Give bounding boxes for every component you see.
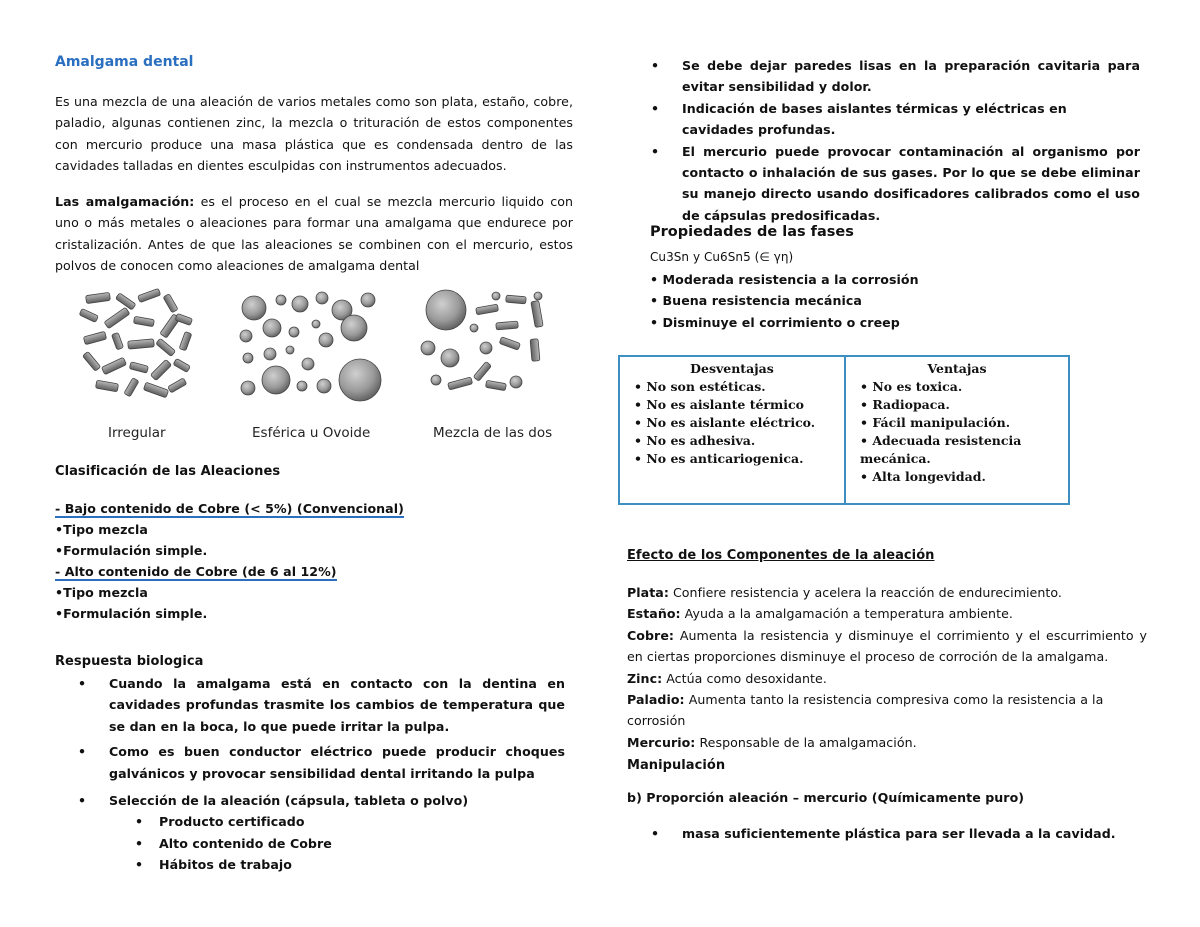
- propiedad-2: • Buena resistencia mecánica: [650, 293, 862, 308]
- irregular-particles: [79, 288, 192, 397]
- desventaja-item: • No es aislante térmico: [634, 397, 804, 412]
- desventajas-title: Desventajas: [690, 361, 774, 376]
- respuesta-item-text: Como es buen conductor eléctrico puede producir choques galvánicos y provocar sensibilidad dental irritando la pulpa: [109, 744, 565, 781]
- top-bullet-list: [628, 55, 1140, 226]
- bajo-label: Bajo contenido de Cobre (< 5%) (Convencional): [64, 501, 404, 516]
- alto-label: Alto contenido de Cobre (de 6 al 12%): [64, 564, 337, 579]
- ventajas-desventajas-table: [618, 355, 1070, 505]
- sub-item: • Alto contenido de Cobre: [135, 833, 565, 854]
- ventaja-item: • Fácil manipulación.: [860, 415, 1011, 430]
- mixed-particles: [421, 290, 543, 391]
- caption-mezcla: Mezcla de las dos: [433, 425, 553, 441]
- bajo-item-1: •Tipo mezcla: [55, 522, 148, 537]
- particle-illustrations: [76, 288, 556, 406]
- alto-item-2: •Formulación simple.: [55, 606, 208, 621]
- alto-prefix: -: [55, 564, 65, 579]
- top-item: • Se debe dejar paredes lisas en la preparación cavitaria para evitar sensibilidad y dolor.: [628, 55, 1140, 98]
- desventaja-item: • No es aislante eléctrico.: [634, 415, 816, 430]
- efectos-list: [627, 582, 1147, 753]
- efecto-row: [627, 732, 1147, 753]
- efecto-label: Estaño:: [627, 606, 681, 622]
- efecto-label: Paladio:: [627, 692, 685, 708]
- page-title: Amalgama dental: [55, 54, 194, 70]
- efecto-text: Aumenta tanto la resistencia compresiva como la resistencia a la corrosión: [627, 692, 1104, 729]
- sub-item-text: Alto contenido de Cobre: [159, 835, 332, 851]
- bajo-cobre-heading: [55, 498, 404, 519]
- fases-formula: Cu3Sn y Cu6Sn5 (∈ γη): [650, 250, 794, 264]
- amalgamacion-text: es el proceso en el cual se mezcla mercurio liquido con uno o más metales o aleaciones para formar una amalgama que endurece por cristalización. Antes de que las aleaciones se combinen con el mercurio, estos polvos de conocen como aleaciones de amalgama dental: [55, 194, 574, 274]
- propiedad-3: • Disminuye el corrimiento o creep: [650, 315, 900, 330]
- alto-cobre-heading: [55, 561, 337, 582]
- sub-item-text: Hábitos de trabajo: [159, 857, 292, 873]
- spherical-particles: [240, 292, 381, 401]
- amalgamacion-label: Las amalgamación:: [55, 194, 195, 209]
- caption-irregular: Irregular: [108, 425, 166, 441]
- proporcion-line: b) Proporción aleación – mercurio (Químicamente puro): [627, 790, 1025, 805]
- efecto-row: [627, 625, 1147, 668]
- efecto-row: [627, 689, 1147, 732]
- sub-item: • Hábitos de trabajo: [135, 854, 565, 875]
- efecto-label: Plata:: [627, 585, 669, 600]
- respuesta-item-text: Cuando la amalgama está en contacto con la dentina en cavidades profundas trasmite los cambios de temperatura que se dan en la boca, lo que puede irritar la pulpa.: [109, 676, 565, 734]
- desventaja-item: • No es adhesiva.: [634, 433, 756, 448]
- respuesta-item-text: Selección de la aleación (cápsula, tableta o polvo): [109, 793, 469, 809]
- efecto-label: Zinc:: [627, 670, 663, 686]
- top-item-text: El mercurio puede provocar contaminación al organismo por contacto o inhalación de sus gases. Por lo que se debe eliminar su manejo directo usando dosificadores calibrados como el uso de cápsulas predosificadas.: [682, 143, 1140, 223]
- respuesta-item: • Cuando la amalgama está en contacto con la dentina en cavidades profundas trasmite los cambios de temperatura que se dan en la boca, lo que puede irritar la pulpa.: [55, 673, 565, 737]
- masa-text: masa suficientemente plástica para ser llevada a la cavidad.: [682, 826, 1116, 841]
- efecto-label: Cobre:: [627, 627, 674, 643]
- efecto-row: [627, 603, 1147, 624]
- respuesta-item: • Selección de la aleación (cápsula, tableta o polvo): [55, 790, 565, 811]
- efecto-text: Aumenta la resistencia y disminuye el corrimiento y el escurrimiento y en ciertas proporciones disminuye el proceso de corroción de la amalgama.: [627, 627, 1147, 665]
- top-item: • El mercurio puede provocar contaminación al organismo por contacto o inhalación de sus gases. Por lo que se debe eliminar su manejo directo usando dosificadores calibrados como el uso de cápsulas predosificadas.: [628, 141, 1140, 227]
- ventajas-title: Ventajas: [927, 361, 987, 376]
- respuesta-title: Respuesta biologica: [55, 654, 204, 669]
- efecto-text: Responsable de la amalgamación.: [695, 734, 917, 750]
- top-item: • Indicación de bases aislantes térmicas y eléctricas en cavidades profundas.: [628, 98, 1140, 141]
- top-item-text: Indicación de bases aislantes térmicas y eléctricas en cavidades profundas.: [682, 100, 1067, 138]
- desventajas-cell: [619, 356, 845, 504]
- ventaja-item: • Adecuada resistencia mecánica.: [860, 433, 1022, 466]
- respuesta-list: [55, 673, 565, 876]
- ventajas-cell: [845, 356, 1069, 504]
- ventaja-item: • Alta longevidad.: [860, 469, 986, 484]
- sub-item: • Producto certificado: [135, 811, 565, 832]
- masa-item: • masa suficientemente plástica para ser llevada a la cavidad.: [628, 823, 1116, 844]
- desventaja-item: • No es anticariogenica.: [634, 451, 804, 466]
- clasificacion-title: Clasificación de las Aleaciones: [55, 464, 281, 479]
- caption-esferica: Esférica u Ovoide: [252, 425, 371, 441]
- propiedad-1: • Moderada resistencia a la corrosión: [650, 272, 919, 287]
- sub-item-text: Producto certificado: [159, 814, 305, 830]
- intro-paragraph: Es una mezcla de una aleación de varios metales como son plata, estaño, cobre, paladio, algunas contienen zinc, la mezcla o trituración de estos componentes con mercurio produce una masa plástica que es condensada dentro de las cavidades talladas en dientes esculpidas con instrumentos adecuados.: [55, 94, 573, 174]
- manipulacion-title: Manipulación: [627, 758, 726, 773]
- bajo-prefix: -: [55, 501, 65, 516]
- efecto-row: [627, 582, 1147, 603]
- ventaja-item: • No es toxica.: [860, 379, 963, 394]
- top-item-text: Se debe dejar paredes lisas en la preparación cavitaria para evitar sensibilidad y dolor.: [682, 58, 1140, 95]
- bajo-item-2: •Formulación simple.: [55, 543, 208, 558]
- efecto-title: Efecto de los Componentes de la aleación: [627, 548, 935, 563]
- desventaja-item: • No son estéticas.: [634, 379, 766, 394]
- amalgamacion-paragraph: [55, 191, 573, 277]
- efecto-text: Confiere resistencia y acelera la reacción de endurecimiento.: [668, 585, 1062, 600]
- efecto-label: Mercurio:: [627, 734, 696, 750]
- ventaja-item: • Radiopaca.: [860, 397, 950, 412]
- efecto-row: [627, 668, 1147, 689]
- alto-item-1: •Tipo mezcla: [55, 585, 148, 600]
- propiedades-title: Propiedades de las fases: [650, 224, 854, 240]
- efecto-text: Actúa como desoxidante.: [662, 670, 827, 686]
- respuesta-item: • Como es buen conductor eléctrico puede producir choques galvánicos y provocar sensibilidad dental irritando la pulpa: [55, 741, 565, 784]
- seleccion-sublist: [55, 811, 565, 875]
- efecto-text: Ayuda a la amalgamación a temperatura ambiente.: [680, 606, 1013, 622]
